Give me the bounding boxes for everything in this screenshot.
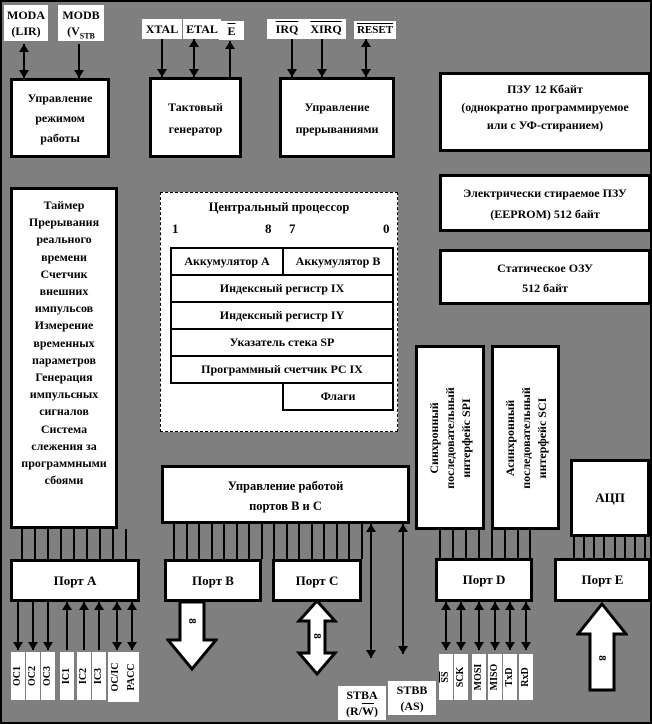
wire xyxy=(223,524,225,559)
pin-label-etal: ETAL xyxy=(183,19,221,39)
block-line: Тактовый xyxy=(168,100,223,114)
arrowhead-up xyxy=(456,602,466,610)
arrowhead-up xyxy=(19,44,29,52)
strobe-line: STBB xyxy=(396,683,428,697)
timer-line: Счетчик xyxy=(40,266,88,281)
strobe-line: STBA xyxy=(346,688,378,702)
cpu-register-sp: Указатель стека SP xyxy=(170,328,394,357)
arrowhead-up xyxy=(62,602,72,610)
wire xyxy=(198,524,200,559)
timer-line: Измерение xyxy=(34,318,94,333)
wire xyxy=(273,524,275,559)
sci-rotated-text xyxy=(502,348,550,528)
arrowhead-down xyxy=(189,69,199,77)
block-line: Управление xyxy=(27,91,93,105)
wire xyxy=(529,530,531,558)
spi-rotated-text xyxy=(426,348,474,528)
cpu-bit-8: 8 xyxy=(265,221,272,236)
pin-label-ic1: IC1 xyxy=(60,652,74,700)
block-line: (однократно программируемое xyxy=(461,100,629,114)
pin-label-txd: TxD xyxy=(503,654,517,700)
wire xyxy=(298,524,300,559)
timer-line: Таймер xyxy=(43,198,85,212)
wire xyxy=(603,537,605,558)
wire xyxy=(465,530,467,558)
arrowhead-up xyxy=(490,602,500,610)
pin-label-moda xyxy=(4,5,48,41)
arrowhead-down xyxy=(505,642,515,650)
wire xyxy=(583,537,585,558)
block-clock-generator xyxy=(149,77,242,158)
bus-width-label: 8 xyxy=(596,655,608,661)
block-adc: АЦП xyxy=(570,459,650,537)
pin-label-pacc: PACC xyxy=(124,652,139,702)
block-line: прерываниями xyxy=(295,122,379,136)
wire-stbb xyxy=(402,524,404,654)
wire xyxy=(125,529,127,559)
block-line: генератор xyxy=(168,122,223,136)
wire xyxy=(336,524,338,559)
cpu-register-flags: Флаги xyxy=(282,382,394,411)
wire xyxy=(624,537,626,558)
block-line: или с УФ-стиранием) xyxy=(486,118,604,132)
block-line: Синхронный xyxy=(427,401,441,474)
arrowhead-down xyxy=(317,69,327,77)
wire xyxy=(361,524,363,559)
block-line: ПЗУ 12 Кбайт xyxy=(507,82,583,96)
wire xyxy=(593,537,595,558)
pin-label-mosi: MOSI xyxy=(472,654,486,700)
timer-line: программными xyxy=(21,456,107,471)
timer-line: импульсов xyxy=(34,301,94,316)
arrowhead-down xyxy=(28,642,38,650)
arrowhead-up xyxy=(94,602,104,610)
pin-label-xtal: XTAL xyxy=(142,19,182,39)
arrowhead-down xyxy=(474,642,484,650)
block-spi xyxy=(415,345,485,530)
block-line: (EEPROM) 512 байт xyxy=(490,207,600,221)
cpu-register-ix: Индексный регистр IX xyxy=(170,274,394,303)
wire xyxy=(452,530,454,558)
timer-line: Прерывания xyxy=(28,215,100,230)
arrowhead-up xyxy=(225,41,235,49)
pin-label-oc3: OC3 xyxy=(41,652,55,700)
wire-stba xyxy=(370,524,372,658)
wire xyxy=(491,530,493,558)
block-timer xyxy=(10,187,118,529)
wire xyxy=(348,524,350,559)
wire xyxy=(112,529,114,559)
wire xyxy=(504,530,506,558)
arrowhead-up xyxy=(521,602,531,610)
wire xyxy=(573,537,575,558)
block-line: интерфейс SCI xyxy=(534,397,549,478)
port-a: Порт A xyxy=(10,559,140,602)
block-line: последовательный xyxy=(443,386,457,489)
timer-line: сбоями xyxy=(44,473,84,488)
wire xyxy=(186,524,188,559)
arrowhead-down xyxy=(366,650,376,658)
arrowhead-down xyxy=(127,642,137,650)
strobe-line: $(R/\overline{W})$ xyxy=(346,704,378,718)
arrowhead-up xyxy=(127,602,137,610)
arrowhead-down xyxy=(521,642,531,650)
arrowhead-down xyxy=(43,642,53,650)
timer-line: Система xyxy=(40,421,88,436)
block-mode-control xyxy=(10,78,110,158)
block-line: Статическое ОЗУ xyxy=(497,261,593,275)
pin-label-ocic: OC/IC xyxy=(108,652,124,702)
arrowhead-down xyxy=(490,642,500,650)
block-line: Электрически стираемое ПЗУ xyxy=(463,186,627,200)
wire xyxy=(311,524,313,559)
arrowhead-up xyxy=(474,602,484,610)
timer-line: слежения за xyxy=(31,438,97,453)
bus-width-label: 8 xyxy=(186,618,198,624)
wire xyxy=(21,529,23,559)
block-line: режимом xyxy=(35,111,85,125)
wire xyxy=(644,537,646,558)
wire xyxy=(34,529,36,559)
arrowhead-down xyxy=(456,642,466,650)
pin-label-irq: $\overline{IRQ}$ xyxy=(267,19,307,39)
pin-modb-line1: MODB xyxy=(62,8,100,22)
arrowhead-up xyxy=(441,602,451,610)
cpu-register-pc: Программный счетчик PC IX xyxy=(170,355,394,384)
block-line: интерфейс SPI xyxy=(459,397,473,478)
wire xyxy=(439,530,441,558)
block-line: Управление xyxy=(304,100,370,114)
arrowhead-down xyxy=(13,642,23,650)
arrowhead-down xyxy=(361,69,371,77)
pin-label-oc1: OC1 xyxy=(11,652,25,700)
wire xyxy=(47,529,49,559)
cpu-bit-7: 7 xyxy=(289,221,296,236)
pin-label-ic3: IC3 xyxy=(92,652,106,700)
port-c: Порт C xyxy=(272,559,362,602)
wire xyxy=(236,524,238,559)
block-line: портов B и C xyxy=(249,499,322,513)
strobe-label-stba xyxy=(338,686,386,720)
wire xyxy=(634,537,636,558)
block-eeprom xyxy=(439,174,651,232)
pin-label-rxd: RxD xyxy=(519,654,533,700)
arrowhead-down xyxy=(19,70,29,78)
pin-label-xirq: XIRQ xyxy=(306,19,346,39)
wire xyxy=(211,524,213,559)
timer-line: временных xyxy=(33,335,95,350)
pin-label-ss: $\overline{SS}$ xyxy=(439,654,453,700)
arrowhead-up xyxy=(398,524,408,532)
port-d: Порт D xyxy=(435,558,533,602)
wire xyxy=(86,529,88,559)
bus-width-label: 8 xyxy=(311,633,323,639)
wire xyxy=(248,524,250,559)
cpu-register-acc-a: Аккумулятор A xyxy=(170,247,284,276)
block-line: последовательный xyxy=(518,386,533,489)
timer-line: импульсных xyxy=(29,387,99,402)
pin-moda-line2: (LIR) xyxy=(11,24,41,38)
block-port-bc-control xyxy=(161,465,410,524)
wire xyxy=(60,529,62,559)
arrowhead-down xyxy=(112,642,122,650)
block-interrupt-control xyxy=(279,77,395,158)
arrowhead-up xyxy=(112,602,122,610)
arrowhead-down xyxy=(398,646,408,654)
pin-moda-line1: MODA xyxy=(7,8,45,22)
wire xyxy=(261,524,263,559)
pin-label-ic2: IC2 xyxy=(77,652,91,700)
cpu-bit-15: 1 xyxy=(172,221,179,236)
wire xyxy=(478,530,480,558)
wire xyxy=(73,529,75,559)
wire xyxy=(173,524,175,559)
arrowhead-down xyxy=(441,642,451,650)
cpu-register-acc-b: Аккумулятор B xyxy=(282,247,394,276)
timer-line: времени xyxy=(41,249,87,264)
wire xyxy=(286,524,288,559)
cpu-title: Центральный процессор xyxy=(208,200,350,214)
strobe-line: (AS) xyxy=(400,699,424,713)
timer-line: Генерация xyxy=(35,370,93,385)
block-sram xyxy=(439,249,651,305)
block-line: работы xyxy=(40,131,80,145)
arrowhead-up xyxy=(79,602,89,610)
pin-label-modb xyxy=(58,5,104,41)
pin-label-reset: RESET xyxy=(354,21,396,39)
pin-label-oc2: OC2 xyxy=(26,652,40,700)
wire xyxy=(323,524,325,559)
timer-line: реального xyxy=(36,232,92,247)
port-e: Порт E xyxy=(554,558,651,602)
arrowhead-down xyxy=(287,69,297,77)
cpu-register-iy: Индексный регистр IY xyxy=(170,301,394,330)
arrowhead-down xyxy=(74,70,84,78)
arrowhead-up xyxy=(366,524,376,532)
block-line: Управление работой xyxy=(227,479,344,493)
wire xyxy=(517,530,519,558)
pin-label-e-clock: $\overline{E}$ xyxy=(219,21,244,40)
arrowhead-up xyxy=(505,602,515,610)
timer-line: параметров xyxy=(32,352,96,367)
block-line: Асинхронный xyxy=(502,399,517,476)
arrowhead-down xyxy=(157,69,167,77)
strobe-label-stbb xyxy=(388,681,436,715)
wire xyxy=(614,537,616,558)
pin-modb-line2: ($V_{STB}$ xyxy=(67,24,95,41)
wire xyxy=(99,529,101,559)
block-line: 512 байт xyxy=(522,281,568,295)
arrowhead-up xyxy=(361,39,371,47)
block-rom xyxy=(439,72,651,152)
port-b: Порт B xyxy=(164,559,262,602)
timer-line: внешних xyxy=(39,284,89,299)
pin-label-miso: MISO xyxy=(488,654,502,700)
cpu-bit-0: 0 xyxy=(383,221,390,236)
arrowhead-up xyxy=(189,39,199,47)
timer-line: сигналов xyxy=(39,404,89,419)
pin-label-sck: SCK xyxy=(454,654,468,700)
block-sci xyxy=(491,345,560,530)
